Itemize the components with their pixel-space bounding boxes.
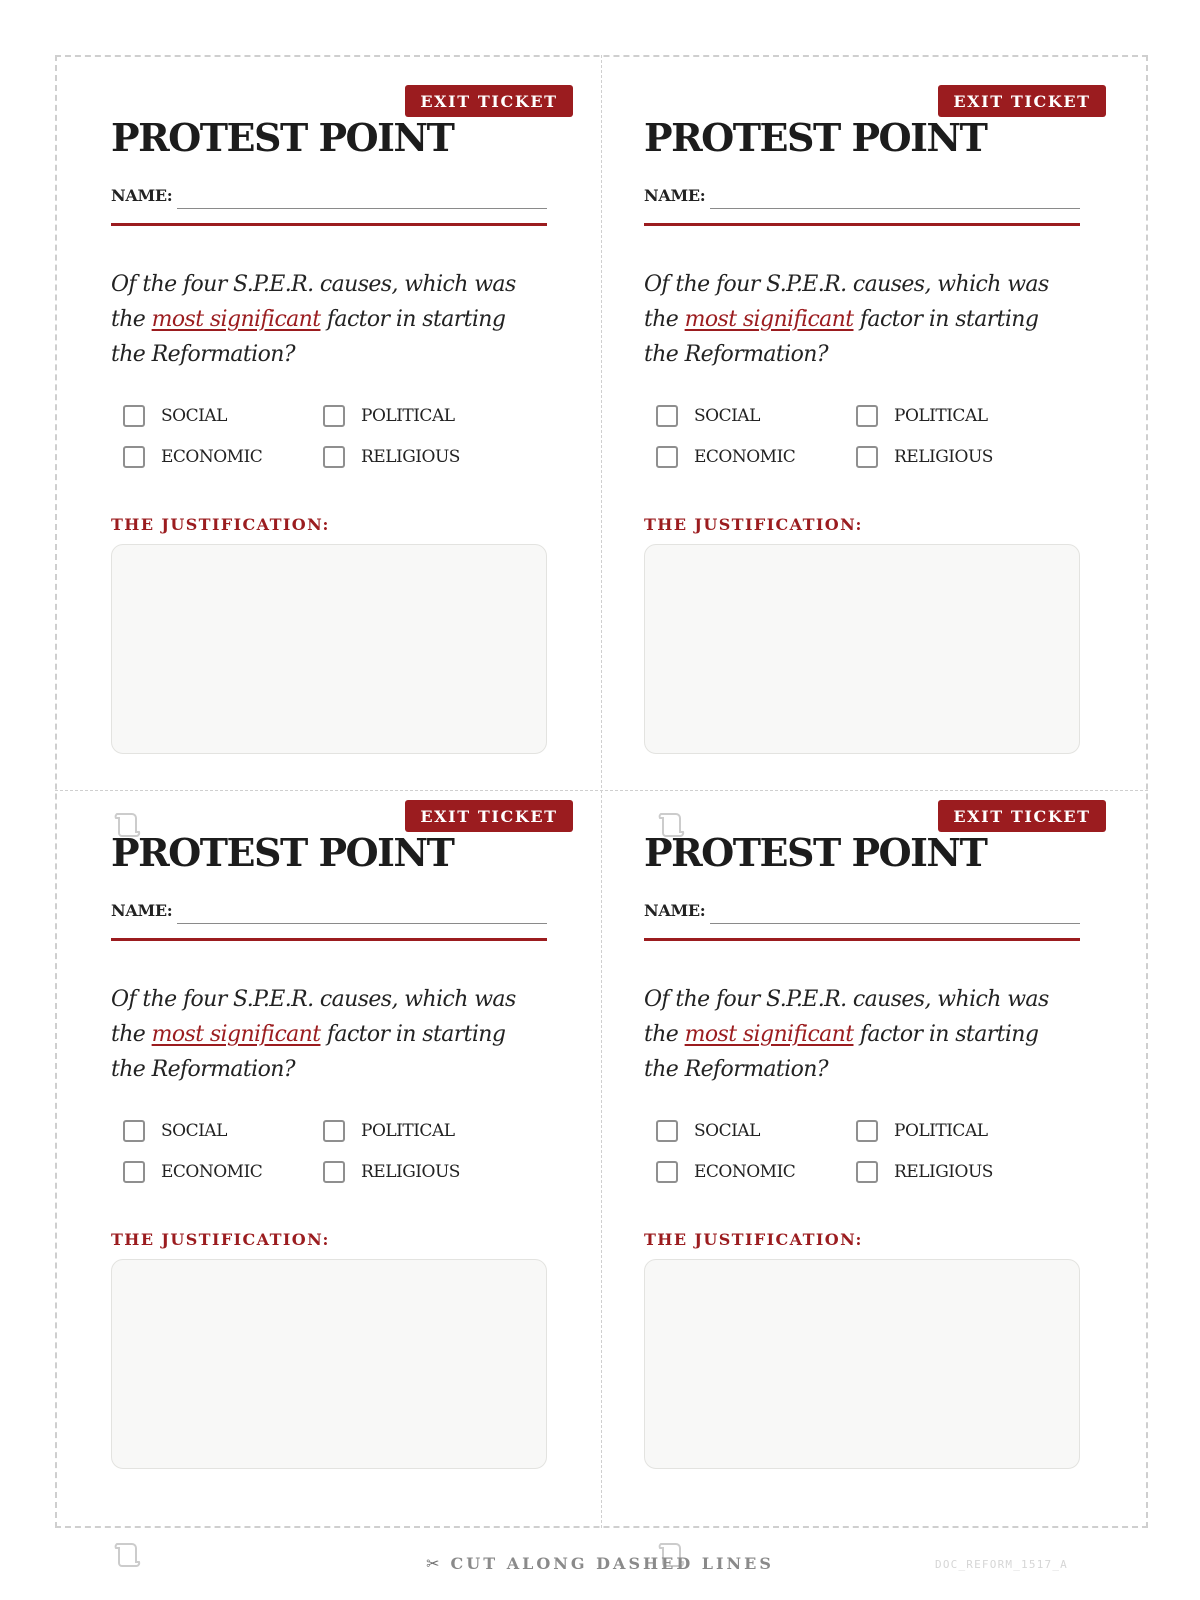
exit-ticket-card (588, 770, 1134, 1505)
scissors-icon: ✂ (426, 1554, 443, 1573)
question-text: Of the four S.P.E.R. causes, which was the most significant factor in starting the Reformation? (644, 987, 1049, 1082)
justification-answer-box[interactable] (111, 544, 547, 754)
checkbox[interactable] (856, 405, 878, 427)
card-title: PROTEST POINT (644, 115, 987, 160)
name-field[interactable] (177, 923, 547, 924)
option-religious[interactable]: RELIGIOUS (856, 1161, 993, 1183)
option-social[interactable]: SOCIAL (123, 405, 227, 427)
exit-ticket-card (55, 55, 601, 790)
option-religious[interactable]: RELIGIOUS (323, 446, 460, 468)
name-field[interactable] (710, 923, 1080, 924)
header-rule (644, 938, 1080, 941)
justification-label: THE JUSTIFICATION: (111, 515, 330, 534)
name-field[interactable] (177, 208, 547, 209)
checkbox[interactable] (856, 1120, 878, 1142)
checkbox[interactable] (856, 446, 878, 468)
option-political[interactable]: POLITICAL (856, 405, 988, 427)
justification-label: THE JUSTIFICATION: (644, 1230, 863, 1249)
question-text: Of the four S.P.E.R. causes, which was the most significant factor in starting the Reformation? (111, 987, 516, 1082)
option-political[interactable]: POLITICAL (323, 1120, 455, 1142)
exit-ticket-badge: EXIT TICKET (938, 800, 1106, 832)
exit-ticket-badge: EXIT TICKET (405, 800, 573, 832)
justification-answer-box[interactable] (111, 1259, 547, 1469)
option-economic[interactable]: ECONOMIC (123, 1161, 262, 1183)
exit-ticket-badge: EXIT TICKET (405, 85, 573, 117)
option-social[interactable]: SOCIAL (656, 1120, 760, 1142)
checkbox[interactable] (123, 1120, 145, 1142)
scroll-icon (656, 810, 686, 840)
option-religious[interactable]: RELIGIOUS (323, 1161, 460, 1183)
name-label: NAME: (111, 186, 173, 205)
cut-instruction: ✂ CUT ALONG DASHED LINES (426, 1554, 774, 1573)
exit-ticket-badge: EXIT TICKET (938, 85, 1106, 117)
checkbox[interactable] (856, 1161, 878, 1183)
card-title: PROTEST POINT (111, 830, 454, 875)
exit-ticket-card (588, 55, 1134, 790)
name-field[interactable] (710, 208, 1080, 209)
question-text: Of the four S.P.E.R. causes, which was the most significant factor in starting the Reformation? (111, 272, 516, 367)
checkbox[interactable] (656, 1120, 678, 1142)
card-title: PROTEST POINT (111, 115, 454, 160)
option-religious[interactable]: RELIGIOUS (856, 446, 993, 468)
option-economic[interactable]: ECONOMIC (123, 446, 262, 468)
question-text: Of the four S.P.E.R. causes, which was the most significant factor in starting the Reformation? (644, 272, 1049, 367)
question-emphasis: most significant (151, 1022, 321, 1047)
question-emphasis: most significant (151, 307, 321, 332)
option-social[interactable]: SOCIAL (656, 405, 760, 427)
name-label: NAME: (644, 901, 706, 920)
name-label: NAME: (111, 901, 173, 920)
exit-ticket-card (55, 770, 601, 1505)
option-political[interactable]: POLITICAL (323, 405, 455, 427)
header-rule (111, 938, 547, 941)
name-label: NAME: (644, 186, 706, 205)
checkbox[interactable] (323, 405, 345, 427)
option-political[interactable]: POLITICAL (856, 1120, 988, 1142)
checkbox[interactable] (123, 405, 145, 427)
checkbox[interactable] (656, 405, 678, 427)
header-rule (111, 223, 547, 226)
option-economic[interactable]: ECONOMIC (656, 1161, 795, 1183)
checkbox[interactable] (656, 1161, 678, 1183)
checkbox[interactable] (123, 1161, 145, 1183)
card-title: PROTEST POINT (644, 830, 987, 875)
question-emphasis: most significant (684, 307, 854, 332)
scroll-icon (112, 810, 142, 840)
checkbox[interactable] (123, 446, 145, 468)
question-emphasis: most significant (684, 1022, 854, 1047)
option-social[interactable]: SOCIAL (123, 1120, 227, 1142)
checkbox[interactable] (323, 446, 345, 468)
option-economic[interactable]: ECONOMIC (656, 446, 795, 468)
justification-answer-box[interactable] (644, 544, 1080, 754)
checkbox[interactable] (656, 446, 678, 468)
justification-label: THE JUSTIFICATION: (644, 515, 863, 534)
checkbox[interactable] (323, 1120, 345, 1142)
doc-reference: DOC_REFORM_1517_A (935, 1558, 1068, 1571)
justification-label: THE JUSTIFICATION: (111, 1230, 330, 1249)
checkbox[interactable] (323, 1161, 345, 1183)
header-rule (644, 223, 1080, 226)
justification-answer-box[interactable] (644, 1259, 1080, 1469)
